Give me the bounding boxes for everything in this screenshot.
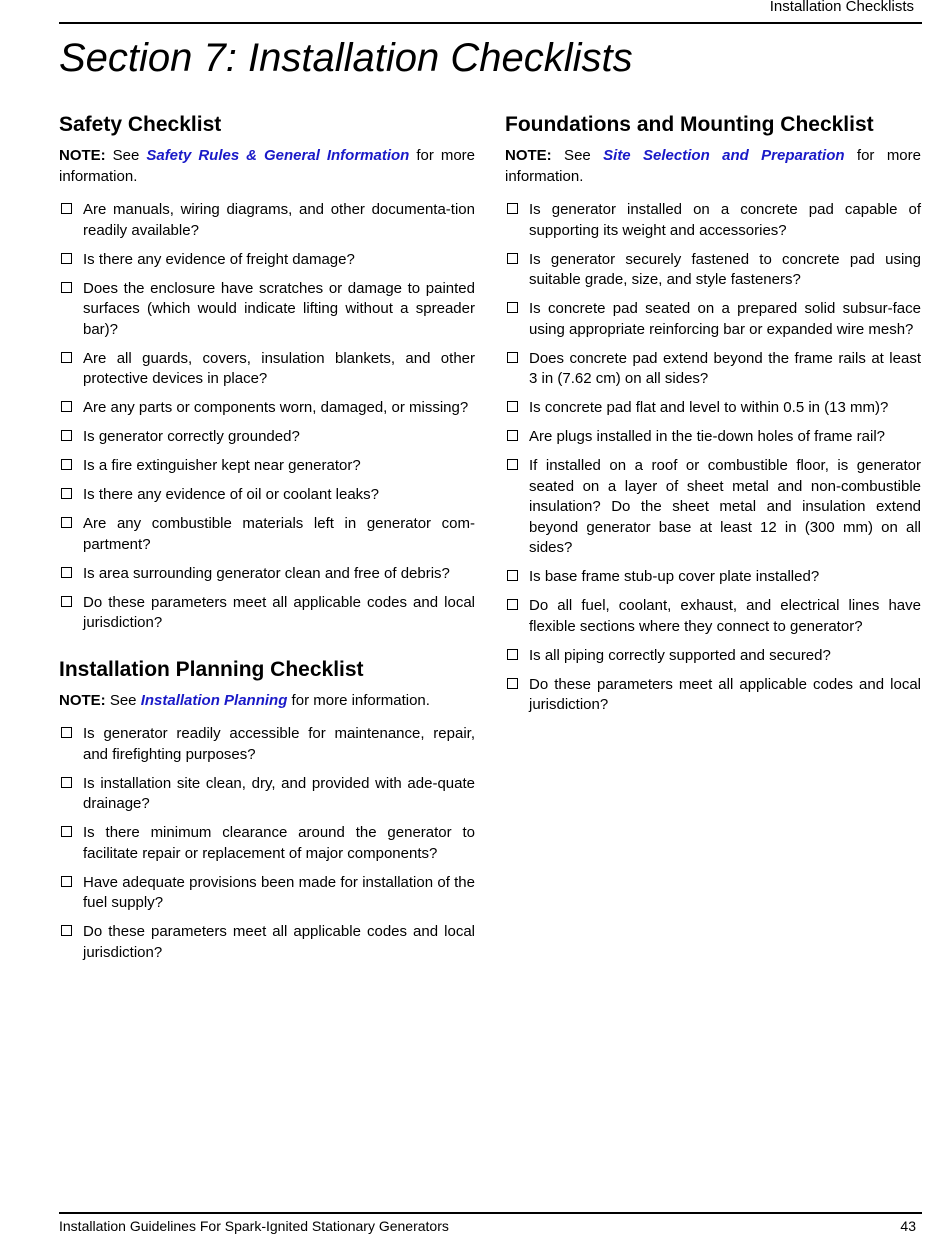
planning-note — [59, 691, 475, 712]
item-text: Do these parameters meet all applicable codes and local jurisdiction? — [83, 593, 475, 631]
checkbox[interactable] — [61, 727, 72, 738]
site-selection-link[interactable]: Site Selection and Preparation — [603, 147, 845, 164]
checkbox[interactable] — [61, 203, 72, 214]
safety-items — [59, 200, 475, 634]
item-text: If installed on a roof or combustible floor, is generator seated on a layer of sheet metal and non-combustible insulation? Do the sheet metal and insulation extend beyond generator base at least 12 in (300 mm) on all sides? — [529, 457, 921, 556]
item-text: Is base frame stub-up cover plate installed? — [529, 568, 820, 585]
item-text: Do these parameters meet all applicable codes and local jurisdiction? — [529, 675, 921, 713]
checkbox[interactable] — [61, 876, 72, 887]
checkbox[interactable] — [507, 302, 518, 313]
checklist-item — [505, 250, 921, 291]
safety-rules-link[interactable]: Safety Rules & General Information — [146, 147, 410, 164]
checkbox[interactable] — [507, 649, 518, 660]
item-text: Are all guards, covers, insulation blankets, and other protective devices in place? — [83, 349, 475, 387]
right-column — [505, 111, 921, 738]
item-text: Does concrete pad extend beyond the frame rails at least 3 in (7.62 cm) on all sides? — [529, 349, 921, 387]
checkbox[interactable] — [61, 517, 72, 528]
item-text: Have adequate provisions been made for installation of the fuel supply? — [83, 873, 475, 911]
checkbox[interactable] — [507, 352, 518, 363]
checklist-item — [59, 564, 475, 585]
checklist-item — [505, 456, 921, 559]
checkbox[interactable] — [61, 401, 72, 412]
item-text: Are manuals, wiring diagrams, and other documenta-tion readily available? — [83, 201, 475, 239]
item-text: Is generator securely fastened to concrete pad using suitable grade, size, and style fasteners? — [529, 250, 921, 288]
checklist-item — [505, 349, 921, 390]
installation-planning-checklist — [59, 656, 475, 964]
checklist-item — [505, 427, 921, 448]
item-text: Is installation site clean, dry, and provided with ade-quate drainage? — [83, 774, 475, 812]
checklist-item — [505, 567, 921, 588]
checklist-item — [59, 398, 475, 419]
checkbox[interactable] — [507, 599, 518, 610]
item-text: Is a fire extinguisher kept near generator? — [83, 457, 361, 474]
note-suffix: for more information. — [505, 147, 921, 185]
checklist-item — [59, 279, 475, 341]
planning-items — [59, 724, 475, 963]
item-text: Is concrete pad seated on a prepared solid subsur-face using appropriate reinforcing bar or expanded wire mesh? — [529, 300, 921, 338]
item-text: Is there minimum clearance around the generator to facilitate repair or replacement of major components? — [83, 824, 475, 862]
safety-checklist — [59, 111, 475, 634]
foundations-mounting-heading: Foundations and Mounting Checklist — [505, 113, 874, 136]
checklist-item — [505, 646, 921, 667]
item-text: Do all fuel, coolant, exhaust, and electrical lines have flexible sections where they connect to generator? — [529, 597, 921, 635]
page-header — [59, 0, 922, 24]
note-prefix: See — [105, 147, 147, 164]
item-text: Is generator correctly grounded? — [83, 428, 300, 445]
checkbox[interactable] — [61, 459, 72, 470]
item-text: Is generator installed on a concrete pad capable of supporting its weight and accessories? — [529, 201, 921, 239]
note-suffix: for more information. — [59, 147, 475, 185]
checklist-item — [59, 250, 475, 271]
foundations-note — [505, 146, 921, 187]
checkbox[interactable] — [61, 488, 72, 499]
note-prefix: See — [551, 147, 604, 164]
item-text: Is concrete pad flat and level to within 0.5 in (13 mm)? — [529, 399, 889, 416]
item-text: Are any combustible materials left in generator com-partment? — [83, 515, 475, 553]
page-number: 43 — [900, 1218, 916, 1234]
checkbox[interactable] — [507, 401, 518, 412]
checkbox[interactable] — [61, 567, 72, 578]
checklist-item — [59, 427, 475, 448]
checklist-item — [59, 200, 475, 241]
left-column — [59, 111, 475, 985]
checkbox[interactable] — [507, 253, 518, 264]
checklist-item — [59, 485, 475, 506]
checklist-item — [59, 593, 475, 634]
checkbox[interactable] — [61, 925, 72, 936]
note-suffix: for more information. — [287, 691, 430, 709]
note-label: NOTE: — [59, 691, 106, 709]
foundations-mounting-checklist — [505, 111, 921, 716]
safety-note — [59, 146, 475, 187]
safety-checklist-heading: Safety Checklist — [59, 113, 222, 136]
item-text: Are plugs installed in the tie-down holes of frame rail? — [529, 428, 886, 445]
foundations-items — [505, 200, 921, 716]
checkbox[interactable] — [61, 826, 72, 837]
checklist-item — [59, 724, 475, 765]
item-text: Are any parts or components worn, damaged, or missing? — [83, 399, 469, 416]
running-head: Installation Checklists — [769, 0, 914, 15]
checklist-item — [59, 922, 475, 963]
checklist-item — [59, 349, 475, 390]
checkbox[interactable] — [61, 596, 72, 607]
checkbox[interactable] — [507, 430, 518, 441]
checklist-item — [59, 774, 475, 815]
checklist-item — [505, 596, 921, 637]
item-text: Is area surrounding generator clean and free of debris? — [83, 564, 450, 582]
note-label: NOTE: — [505, 147, 552, 164]
section-title: Section 7: Installation Checklists — [59, 36, 633, 80]
checkbox[interactable] — [61, 282, 72, 293]
installation-planning-heading: Installation Planning Checklist — [59, 657, 364, 681]
checkbox[interactable] — [507, 459, 518, 470]
item-text: Is there any evidence of freight damage? — [83, 250, 355, 268]
checkbox[interactable] — [61, 777, 72, 788]
item-text: Does the enclosure have scratches or damage to painted surfaces (which would indicate lifting without a spreader bar)? — [83, 279, 475, 338]
checklist-item — [59, 456, 475, 477]
checklist-item — [505, 398, 921, 419]
item-text: Do these parameters meet all applicable codes and local jurisdiction? — [83, 923, 475, 961]
note-label: NOTE: — [59, 147, 106, 164]
checkbox[interactable] — [507, 570, 518, 581]
checklist-item — [505, 200, 921, 241]
page-footer — [59, 1212, 922, 1242]
checkbox[interactable] — [507, 678, 518, 689]
checklist-item — [505, 675, 921, 716]
checklist-item — [59, 514, 475, 555]
checkbox[interactable] — [61, 352, 72, 363]
installation-planning-link[interactable]: Installation Planning — [140, 691, 288, 709]
footer-title: Installation Guidelines For Spark-Ignited Stationary Generators — [59, 1218, 449, 1234]
checkbox[interactable] — [61, 430, 72, 441]
checkbox[interactable] — [61, 253, 72, 264]
item-text: Is all piping correctly supported and secured? — [529, 646, 831, 664]
item-text: Is generator readily accessible for maintenance, repair, and firefighting purposes? — [83, 725, 475, 763]
checklist-item — [505, 299, 921, 340]
item-text: Is there any evidence of oil or coolant leaks? — [83, 486, 380, 503]
note-prefix: See — [105, 691, 141, 709]
checkbox[interactable] — [507, 203, 518, 214]
checklist-item — [59, 873, 475, 914]
checklist-item — [59, 823, 475, 864]
